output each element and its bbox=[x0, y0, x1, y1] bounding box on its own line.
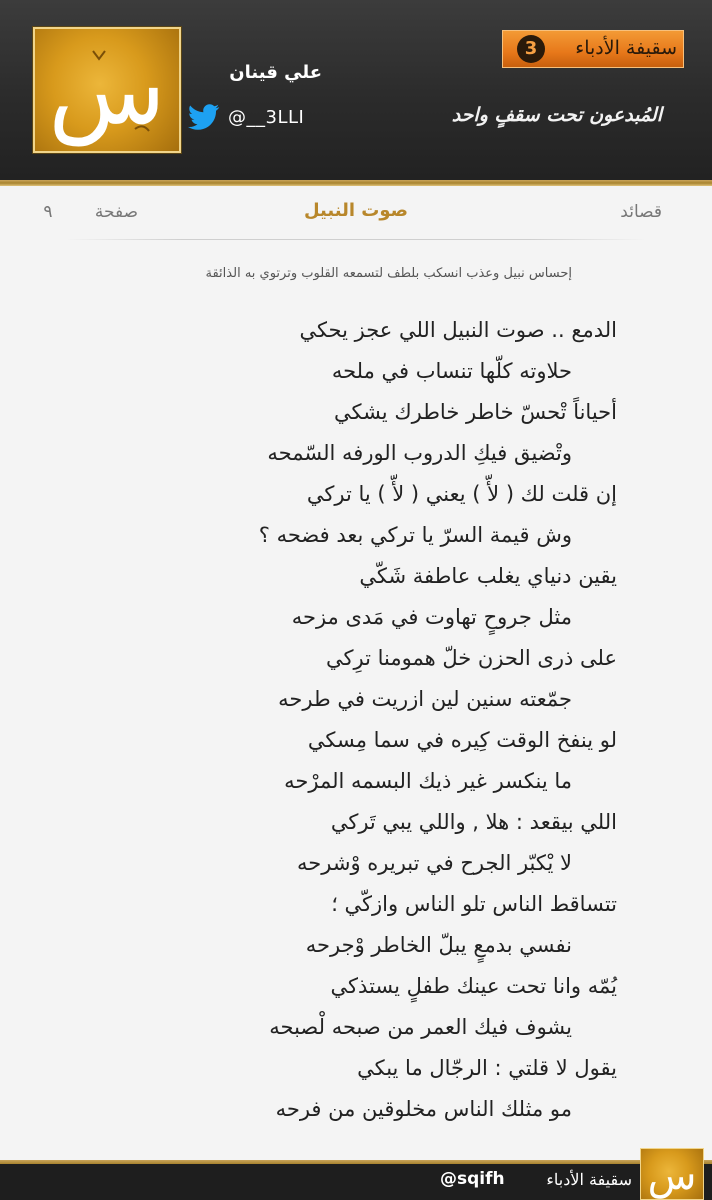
poem-line: وتْضيق فيكِ الدروب الورفه السّمحه bbox=[267, 441, 572, 465]
poem-line: جمّعته سنين لين ازريت في طرحه bbox=[278, 687, 572, 711]
poem-title: صوت النبيل bbox=[303, 200, 409, 221]
brand-logo bbox=[33, 27, 181, 153]
poem-line: يُمّه وانا تحت عينك طفلٍ يستذكي bbox=[330, 974, 617, 998]
calligraphy-logo-icon bbox=[641, 1149, 703, 1199]
poem-line: على ذرى الحزن خلّ همومنا ترِكي bbox=[326, 646, 617, 670]
section-label: قصائد bbox=[620, 202, 662, 222]
poem-line: وش قيمة السرّ يا تركي بعد فضحه ؟ bbox=[258, 523, 572, 547]
page-bar-divider bbox=[66, 239, 646, 240]
poem-line: يقين دنياي يغلب عاطفة شَكّي bbox=[359, 564, 617, 588]
twitter-handle: @__3LLI bbox=[228, 106, 305, 128]
calligraphy-logo-icon bbox=[35, 29, 179, 151]
page-number: ٩ bbox=[43, 202, 53, 222]
poem-line: مثل جروحٍ تهاوت في مَدى مزحه bbox=[291, 605, 572, 629]
poem-line: يشوف فيك العمر من صبحه لْصبحه bbox=[269, 1015, 572, 1039]
footer-logo bbox=[640, 1148, 704, 1200]
poem-line: لو ينفخ الوقت كِيره في سما مِسكي bbox=[307, 728, 617, 752]
poem-line: اللي بيقعد : هلا , واللي يبي تَركي bbox=[330, 810, 617, 834]
issue-badge bbox=[502, 30, 684, 68]
poem-line: نفسي بدمعٍ يبلّ الخاطر وْجرحه bbox=[305, 933, 572, 957]
poem-line: الدمع .. صوت النبيل اللي عجز يحكي bbox=[299, 318, 617, 342]
footer-brand: سقيفة الأدباء bbox=[546, 1170, 632, 1189]
twitter-account[interactable] bbox=[188, 104, 304, 130]
poem-line: إن قلت لك ( لأّ ) يعني ( لأّ ) يا تركي bbox=[306, 482, 617, 506]
poem-intro: إحساس نبيل وعذب انسكب بلطف لتسمعه القلوب وترتوي به الذائقة bbox=[205, 266, 572, 281]
poem-line: يقول لا قلتي : الرجّال ما يبكي bbox=[357, 1056, 617, 1080]
page-label: صفحة bbox=[94, 202, 138, 222]
poem-line: تتساقط الناس تلو الناس وازكّي ؛ bbox=[331, 892, 617, 916]
logo-letter: س bbox=[48, 34, 166, 146]
tagline: المُبدعون تحت سقفٍ واحد bbox=[451, 104, 662, 126]
twitter-bird-icon bbox=[188, 104, 220, 130]
footer-twitter-handle[interactable]: @sqifh bbox=[440, 1169, 505, 1189]
page-bar bbox=[0, 186, 712, 242]
poem-line: أحياناً تْحسّ خاطر خاطرك يشكي bbox=[333, 400, 617, 424]
badge-label: سقيفة الأدباء bbox=[575, 37, 677, 59]
poem-line: مو مثلك الناس مخلوقين من فرحه bbox=[275, 1097, 572, 1121]
poem-line: حلاوته كلّها تنساب في ملحه bbox=[331, 359, 572, 383]
header bbox=[0, 0, 712, 180]
poem-line: ما ينكسر غير ذيك البسمه المرْحه bbox=[284, 769, 572, 793]
issue-number: 3 bbox=[517, 35, 545, 63]
footer-logo-letter: س bbox=[647, 1153, 697, 1199]
author-name: علي قينان bbox=[229, 62, 322, 83]
poem-line: لا يْكبّر الجرح في تبريره وْشرحه bbox=[297, 851, 572, 875]
